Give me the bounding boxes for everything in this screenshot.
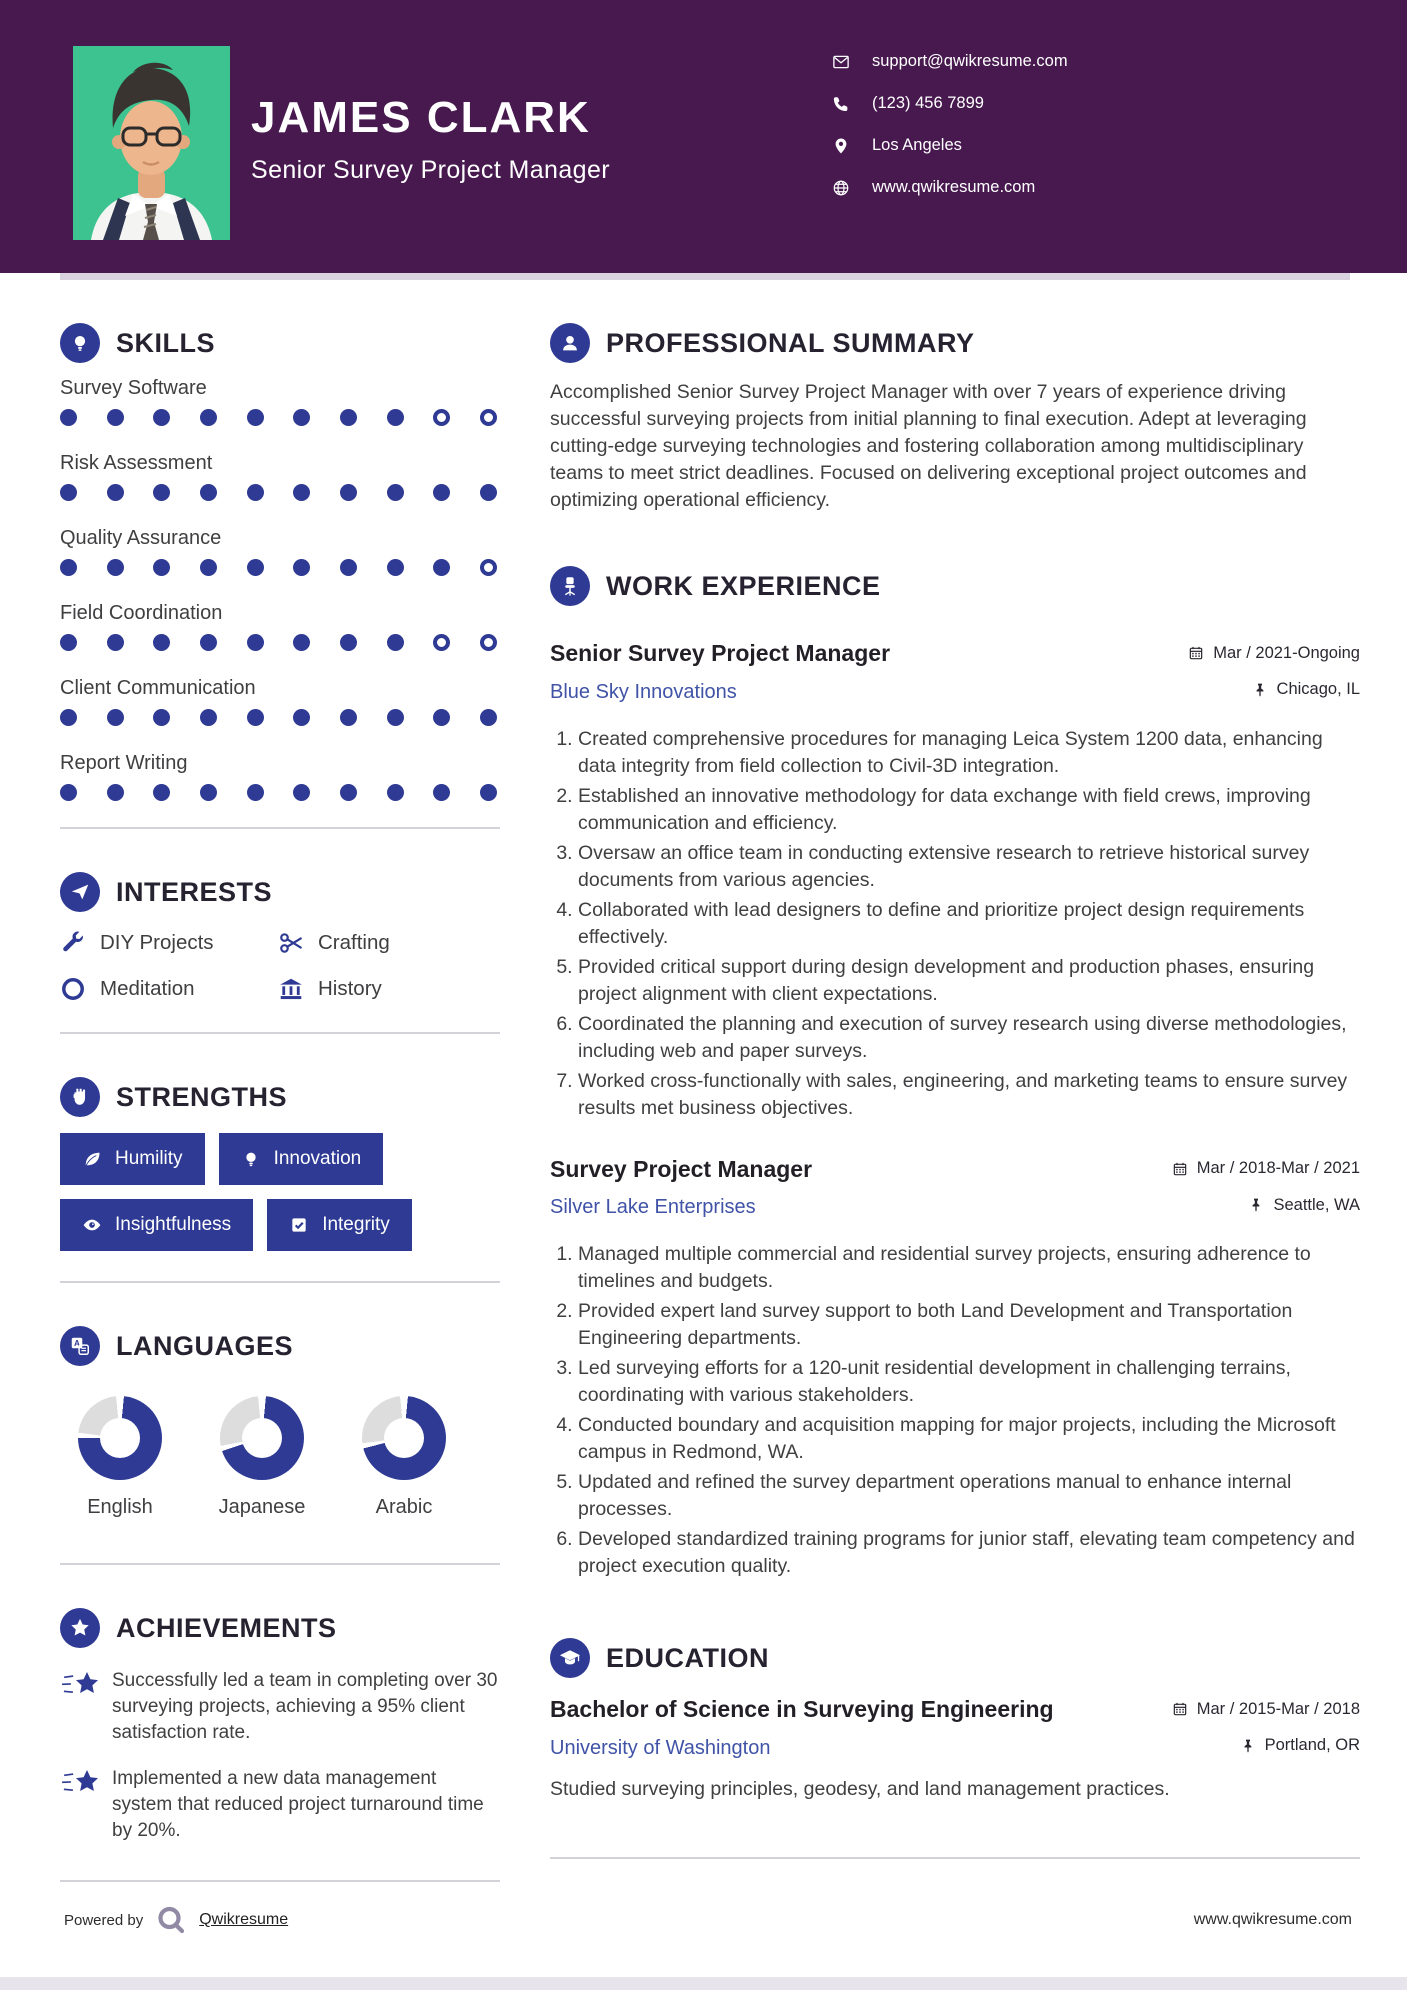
job-bullet: 4. Conducted boundary and acquisition mapping for major projects, including the Microsoft campus in Redmond, WA. [578,1412,1360,1466]
header-banner [0,0,1407,273]
rating-dot-filled [107,409,124,426]
achievements-list [60,1668,500,1844]
rating-dot-filled [153,784,170,801]
divider [60,1880,500,1882]
contact-text: (123) 456 7899 [872,94,984,112]
skills-heading: SKILLS [116,327,216,358]
rating-dot-filled [200,709,217,726]
interests-heading: INTERESTS [116,876,273,907]
divider [60,1281,500,1283]
contact-row [832,52,1068,71]
summary-section-header [550,323,1360,363]
profile-photo-illustration [73,46,230,240]
company-link[interactable]: Blue Sky Innovations [550,680,737,703]
job-title: Senior Survey Project Manager [550,640,891,666]
contact-row [832,94,1068,113]
calendar-icon [1172,1701,1188,1717]
language-donut-chart [78,1396,162,1480]
job-bullet-list [550,1241,1360,1580]
skill-rating-dots [60,784,497,801]
rating-dot-filled [480,784,497,801]
language-item [362,1396,446,1519]
contact-row [832,178,1068,197]
shooting-star-icon [60,1768,102,1798]
skill-label: Field Coordination [60,602,223,624]
profile-photo [73,46,230,240]
job-bullet: 2. Provided expert land survey support to both Land Development and Transportation Engineering departments. [578,1298,1360,1352]
skill-rating-dots [60,484,497,501]
lightbulb-icon [60,323,100,363]
education-location: Portland, OR [1240,1736,1360,1755]
rating-dot-empty [480,409,497,426]
interest-item [278,930,500,956]
rating-dot-filled [433,484,450,501]
strengths-heading: STRENGTHS [116,1081,288,1112]
job-bullet: 6. Coordinated the planning and execution of survey research using diverse methodologies, including web and paper surveys. [578,1011,1360,1065]
achievement-text: Implemented a new data management system that reduced project turnaround time by 20%. [112,1768,484,1841]
powered-by-label: Powered by [64,1911,144,1929]
job-bullet: 5. Updated and refined the survey department operations manual to enhance internal processes. [578,1469,1360,1523]
languages-section-header [60,1326,500,1366]
translate-icon [60,1326,100,1366]
rating-dot-filled [153,634,170,651]
language-label: Japanese [218,1496,306,1518]
rating-dot-filled [247,484,264,501]
achievement-text: Successfully led a team in completing over 30 surveying projects, achieving a 95% client satisfaction rate. [112,1670,498,1743]
skill-rating-dots [60,709,497,726]
rating-dot-filled [293,559,310,576]
contact-text: Los Angeles [872,136,962,154]
location-icon [832,137,850,155]
phone-icon [832,95,850,113]
interest-item [60,976,278,1002]
rating-dot-filled [153,484,170,501]
strengths-list [60,1133,500,1251]
rating-dot-filled [387,784,404,801]
school-link[interactable]: University of Washington [550,1736,771,1759]
interests-section-header [60,872,500,912]
footer-website-link[interactable]: www.qwikresume.com [1193,1911,1352,1928]
education-section-header [550,1638,1360,1678]
jobs-list [550,640,1360,1580]
person-title: Senior Survey Project Manager [251,156,610,184]
skill-label: Quality Assurance [60,527,222,549]
rating-dot-filled [247,409,264,426]
contact-text[interactable]: support@qwikresume.com [872,52,1068,70]
skill-item [60,602,500,651]
left-column [60,280,500,1882]
rating-dot-filled [387,484,404,501]
rating-dot-filled [200,634,217,651]
interest-label: Meditation [100,977,195,1000]
paper-plane-icon [60,872,100,912]
eye-icon [82,1215,102,1235]
rating-dot-filled [60,409,77,426]
header-shadow-strip [60,273,1350,280]
experience-heading: WORK EXPERIENCE [606,570,881,601]
job-bullet: 4. Collaborated with lead designers to define and prioritize project design requirements effectively. [578,897,1360,951]
divider [550,1857,1360,1859]
rating-dot-filled [387,709,404,726]
star-icon [60,1608,100,1648]
skills-list [60,377,500,801]
skill-item [60,377,500,426]
strengths-section-header [60,1077,500,1117]
rating-dot-filled [340,484,357,501]
job-dates: Mar / 2021-Ongoing [1188,644,1360,663]
bottom-accent-band [0,1977,1407,1990]
rating-dot-filled [247,784,264,801]
summary-heading: PROFESSIONAL SUMMARY [606,327,975,358]
rating-dot-filled [60,559,77,576]
rating-dot-filled [293,484,310,501]
rating-dot-filled [247,709,264,726]
graduation-cap-icon [550,1638,590,1678]
language-label: Arabic [375,1496,433,1518]
job-bullet: 3. Led surveying efforts for a 120-unit residential development in challenging terrains, coordinating with various stakeholders. [578,1355,1360,1409]
language-donut-chart [362,1396,446,1480]
summary-text: Accomplished Senior Survey Project Manager with over 7 years of experience driving successful surveying projects from initial planning to final execution. Adept at leveraging cutting-edge surveying technologies and fostering collaboration among multidisciplinary teams to meet strict deadlines. Focused on delivering exceptional project outcomes and optimizing operational efficiency. [550,381,1307,511]
education-heading: EDUCATION [606,1642,769,1673]
fist-icon [60,1077,100,1117]
skill-item [60,527,500,576]
job-bullet: 2. Established an innovative methodology for data exchange with field crews, improving communication and efficiency. [578,783,1360,837]
skill-rating-dots [60,634,497,651]
divider [60,1032,500,1034]
leaf-icon [82,1149,102,1169]
degree-title: Bachelor of Science in Surveying Engineering [550,1696,1054,1722]
interest-label: DIY Projects [100,931,214,954]
language-label: English [87,1496,153,1518]
strength-label: Innovation [273,1148,362,1169]
rating-dot-filled [433,709,450,726]
language-item [78,1396,162,1519]
shooting-star-icon [60,1670,102,1700]
rating-dot-filled [200,484,217,501]
skill-item [60,752,500,801]
rating-dot-filled [293,784,310,801]
contact-row [832,136,1068,155]
rating-dot-filled [200,559,217,576]
wrench-icon [60,930,86,956]
divider [60,1563,500,1565]
job-entry [550,1156,1360,1581]
languages-heading: LANGUAGES [116,1330,294,1361]
rating-dot-filled [433,784,450,801]
pushpin-icon [1248,1197,1264,1213]
rating-dot-filled [153,559,170,576]
rating-dot-filled [340,784,357,801]
company-link[interactable]: Silver Lake Enterprises [550,1196,756,1218]
rating-dot-filled [480,709,497,726]
job-bullet: 5. Provided critical support during design development and production phases, ensuring project alignment with client expectations. [578,954,1360,1008]
contact-text[interactable]: www.qwikresume.com [872,178,1036,196]
bank-icon [278,976,304,1002]
strength-label: Insightfulness [115,1214,232,1235]
divider [60,827,500,829]
contact-block [832,52,1068,197]
interest-label: Crafting [318,931,390,954]
qwikresume-logo-icon [155,1904,187,1936]
circle-icon [60,976,86,1002]
education-entry [550,1696,1360,1803]
skill-item [60,677,500,726]
rating-dot-filled [340,634,357,651]
rating-dot-filled [293,634,310,651]
job-entry [550,640,1360,1122]
education-description: Studied surveying principles, geodesy, and land management practices. [550,1777,1170,1800]
job-bullet: 1. Created comprehensive procedures for managing Leica System 1200 data, enhancing data integrity from field collection to Civil-3D integration. [578,726,1360,780]
strength-badge [60,1199,253,1251]
language-donut-chart [220,1396,304,1480]
achievements-section-header [60,1608,500,1648]
rating-dot-filled [60,484,77,501]
job-bullet-list [550,726,1360,1122]
achievement-item [60,1766,500,1844]
strength-label: Humility [115,1148,183,1169]
achievement-item [60,1668,500,1746]
skill-rating-dots [60,409,497,426]
check-square-icon [289,1215,309,1235]
rating-dot-filled [107,709,124,726]
rating-dot-filled [107,634,124,651]
rating-dot-filled [200,409,217,426]
rating-dot-empty [480,559,497,576]
language-item [220,1396,304,1519]
rating-dot-empty [480,634,497,651]
rating-dot-filled [433,559,450,576]
job-bullet: 7. Worked cross-functionally with sales, engineering, and marketing teams to ensure survey results met business objectives. [578,1068,1360,1122]
job-bullet: 6. Developed standardized training programs for junior staff, elevating team competency and project execution quality. [578,1526,1360,1580]
rating-dot-filled [247,559,264,576]
scissors-icon [278,930,304,956]
interest-label: History [318,977,382,1000]
strength-badge [267,1199,412,1251]
rating-dot-filled [153,409,170,426]
job-bullet: 3. Oversaw an office team in conducting extensive research to retrieve historical survey documents from various agencies. [578,840,1360,894]
rating-dot-filled [60,709,77,726]
skills-section-header [60,323,500,363]
strength-badge [219,1133,384,1185]
rating-dot-filled [60,784,77,801]
rating-dot-empty [433,634,450,651]
rating-dot-filled [107,484,124,501]
email-icon [832,53,850,71]
rating-dot-filled [340,709,357,726]
strength-label: Integrity [322,1214,390,1235]
right-column [550,280,1360,1882]
rating-dot-empty [433,409,450,426]
rating-dot-filled [387,634,404,651]
globe-icon [832,179,850,197]
rating-dot-filled [247,634,264,651]
rating-dot-filled [387,409,404,426]
person-name: JAMES CLARK [251,93,591,142]
skill-label: Report Writing [60,752,188,774]
job-location: Chicago, IL [1252,680,1360,699]
rating-dot-filled [107,559,124,576]
interests-list [60,930,500,1002]
qwikresume-link[interactable]: Qwikresume [199,1911,289,1928]
achievements-heading: ACHIEVEMENTS [116,1612,337,1643]
rating-dot-filled [107,784,124,801]
rating-dot-filled [293,709,310,726]
job-location: Seattle, WA [1248,1196,1360,1215]
skill-rating-dots [60,559,497,576]
user-icon [550,323,590,363]
education-dates: Mar / 2015-Mar / 2018 [1172,1700,1360,1719]
strength-badge [60,1133,205,1185]
rating-dot-filled [480,484,497,501]
job-bullet: 1. Managed multiple commercial and residential survey projects, ensuring adherence to timelines and budgets. [578,1241,1360,1295]
rating-dot-filled [340,559,357,576]
interest-item [278,976,500,1002]
skill-label: Risk Assessment [60,452,213,474]
rating-dot-filled [153,709,170,726]
footer [64,1900,1352,1940]
rating-dot-filled [60,634,77,651]
office-chair-icon [550,566,590,606]
interest-item [60,930,278,956]
rating-dot-filled [387,559,404,576]
calendar-icon [1188,645,1204,661]
pushpin-icon [1240,1738,1256,1754]
job-dates: Mar / 2018-Mar / 2021 [1172,1159,1360,1178]
skill-label: Client Communication [60,677,256,699]
job-title: Survey Project Manager [550,1155,813,1182]
pushpin-icon [1252,682,1268,698]
rating-dot-filled [293,409,310,426]
bulb-icon [241,1149,261,1169]
languages-list [78,1396,500,1519]
rating-dot-filled [200,784,217,801]
calendar-icon [1172,1161,1188,1177]
experience-section-header [550,566,1360,606]
rating-dot-filled [340,409,357,426]
skill-label: Survey Software [60,377,207,399]
skill-item [60,452,500,501]
